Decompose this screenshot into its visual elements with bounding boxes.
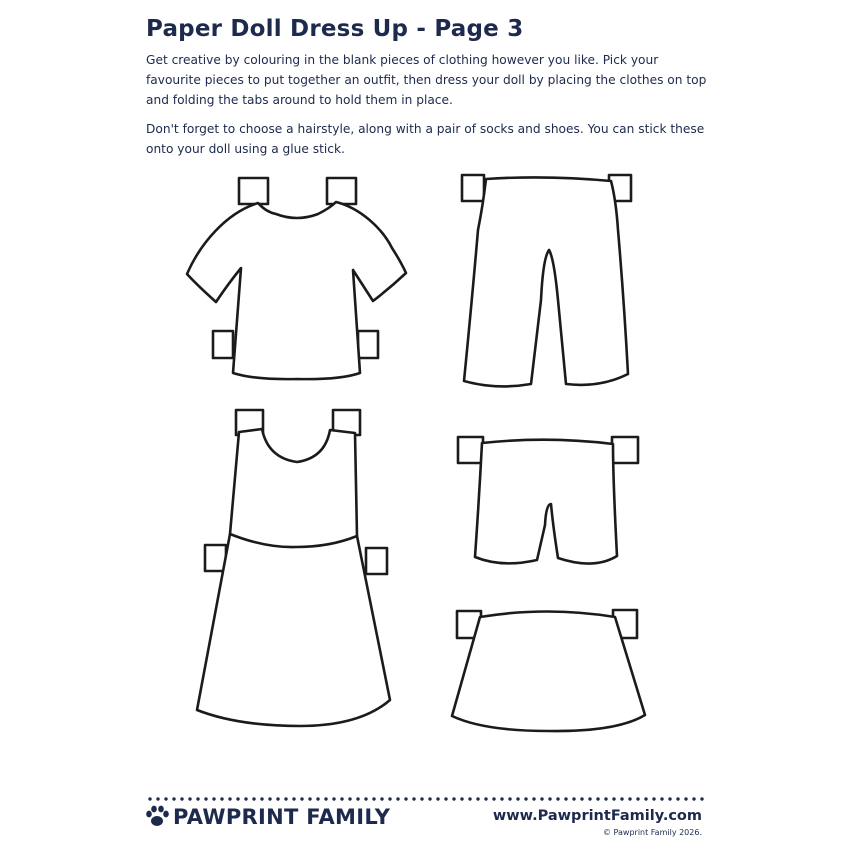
brand-logo: [144, 805, 390, 829]
page-title: Paper Doll Dress Up - Page 3: [146, 16, 524, 42]
trousers-icon: [462, 175, 631, 386]
instructions-paragraph-1: Get creative by colouring in the blank pieces of clothing however you like. Pick your favourite pieces to put together an outfit, then dress your doll by placing the clothes on top and folding the tabs around to hold them in place.: [146, 53, 707, 107]
dress-icon: [197, 410, 390, 726]
paw-icon: [144, 805, 170, 829]
brand-name: PAWPRINT FAMILY: [173, 805, 391, 829]
website-link[interactable]: www.PawprintFamily.com: [492, 808, 702, 824]
copyright-notice: © Pawprint Family 2026.: [603, 828, 702, 837]
instructions-paragraph-2: Don't forget to choose a hairstyle, along with a pair of socks and shoes. You can stick these onto your doll using a glue stick.: [146, 122, 705, 156]
tshirt-icon: [187, 178, 406, 379]
shorts-icon: [458, 437, 638, 564]
footer-dotted-divider: [146, 796, 706, 802]
skirt-icon: [452, 610, 645, 731]
